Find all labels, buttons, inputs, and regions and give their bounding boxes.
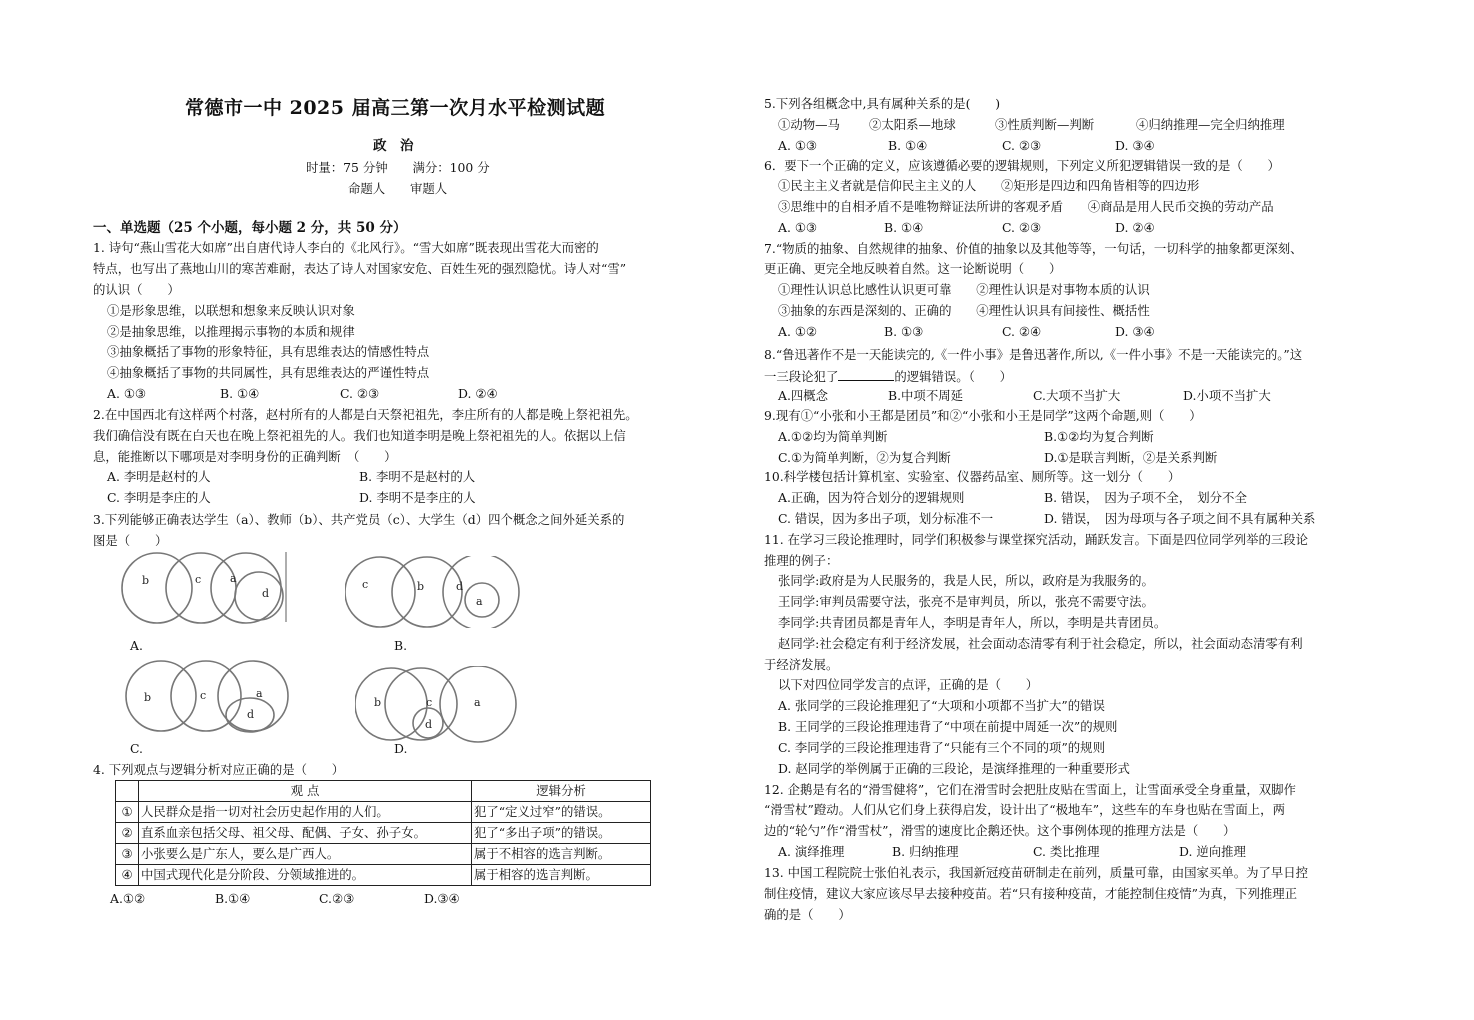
q5-option-a: A. ①③: [778, 138, 818, 153]
q6-item: ①民主主义者就是信仰民主主义的人 ②矩形是四边和四角皆相等的四边形: [778, 178, 1200, 193]
table-row: [116, 865, 651, 886]
table-row: [116, 844, 651, 865]
venn-b-letter-a: a: [476, 595, 483, 608]
q8-option-b: B.中项不周延: [888, 388, 963, 403]
venn-a-letter-d: d: [262, 587, 270, 600]
q9-stem: 9.现有①“小张和小王都是团员”和②“小张和小王是同学”这两个命题,则（ ）: [764, 408, 1202, 423]
q11-example: 赵同学:社会稳定有利于经济发展，社会面动态清零有利于社会稳定，所以，社会面动态清零有利: [778, 636, 1303, 651]
section-heading: 一、单选题（25 个小题，每小题 2 分，共 50 分）: [93, 220, 407, 236]
q10-option-b: B. 错误， 因为子项不全， 划分不全: [1044, 490, 1247, 505]
venn-c-letter-b: b: [144, 691, 152, 704]
q6-option-c: C. ②③: [1002, 220, 1042, 235]
q11-option-d: D. 赵同学的举例属于正确的三段论，是演绎推理的一种重要形式: [778, 761, 1130, 776]
table-cell-view: 直系血亲包括父母、祖父母、配偶、子女、孙子女。: [139, 823, 472, 844]
q1-line: 的认识（ ）: [93, 282, 180, 297]
q2-line: 息，能推断以下哪项是对李明身份的正确判断 （ ）: [93, 449, 397, 464]
q5-item: ③性质判断—判断: [995, 117, 1095, 132]
table-cell-analysis: 犯了“定义过窄”的错误。: [472, 802, 651, 823]
q13-line: 制住疫情，建议大家应该尽早去接种疫苗。若“只有接种疫苗，才能控制住疫情”为真，下列推理正: [764, 886, 1298, 901]
q7-line: 更正确、更完全地反映着自然。这一论断说明（ ）: [764, 261, 1062, 276]
q5-item: ①动物—马: [778, 117, 840, 132]
q13-line: 确的是（ ）: [764, 907, 851, 922]
q11-example: 张同学:政府是为人民服务的，我是人民，所以，政府是为我服务的。: [778, 573, 1154, 588]
table-row: [116, 802, 651, 823]
q10-option-c: C. 错误，因为多出子项，划分标准不一: [778, 511, 994, 526]
table-cell-view: 小张要么是广东人，要么是广西人。: [139, 844, 472, 865]
q4-option-d: D.③④: [424, 891, 460, 906]
venn-label-d: D.: [394, 741, 408, 756]
venn-d-letter-d: d: [425, 718, 433, 731]
q13-line: 13. 中国工程院院士张伯礼表示，我国新冠疫苗研制走在前列，质量可靠，由国家买单。为了早日控: [764, 865, 1309, 880]
q12-line: “滑雪杖”蹬动。人们从它们身上获得启发，设计出了“极地车”，这些车的车身也贴在雪面上，两: [764, 802, 1285, 817]
table-header-row: [116, 781, 651, 802]
answer-blank: [838, 366, 894, 381]
q7-item: ③抽象的东西是深刻的、正确的 ④理性认识具有间接性、概括性: [778, 303, 1150, 318]
subject-label: 政 治: [373, 138, 414, 154]
table-cell-analysis: 犯了“多出子项”的错误。: [472, 823, 651, 844]
table-header-cell: 逻辑分析: [472, 781, 651, 802]
q5-option-b: B. ①④: [888, 138, 928, 153]
q6-stem: 6．要下一个正确的定义，应该遵循必要的逻辑规则，下列定义所犯逻辑错误一致的是（ ）: [764, 158, 1280, 173]
q11-option-b: B. 王同学的三段论推理违背了“中项在前提中周延一次”的规则: [778, 719, 1118, 734]
q8-option-a: A.四概念: [778, 388, 829, 403]
q7-option-a: A. ①②: [778, 324, 818, 339]
q4-table: [115, 780, 651, 886]
venn-b-letter-d: d: [456, 580, 464, 593]
q7-option-d: D. ③④: [1115, 324, 1155, 339]
q1-item: ①是形象思维，以联想和想象来反映认识对象: [107, 303, 355, 318]
q7-item: ①理性认识总比感性认识更可靠 ②理性认识是对事物本质的认识: [778, 282, 1150, 297]
venn-diagram-a: [115, 552, 291, 624]
q12-option-d: D. 逆向推理: [1179, 844, 1246, 859]
q3-line: 图是（ ）: [93, 533, 168, 548]
venn-b-letter-c: c: [362, 578, 369, 591]
q1-option-b: B. ①④: [220, 386, 260, 401]
q4-option-c: C.②③: [319, 891, 355, 906]
q11-option-c: C. 李同学的三段论推理违背了“只能有三个不同的项”的规则: [778, 740, 1105, 755]
venn-label-b: B.: [394, 638, 408, 653]
q4-option-b: B.①④: [215, 891, 251, 906]
q1-line: 1. 诗句“燕山雪花大如席”出自唐代诗人李白的《北风行》。“雪大如席”既表现出雪花大而密的: [93, 240, 599, 255]
q6-option-d: D. ②④: [1115, 220, 1155, 235]
q8-line2: [764, 366, 1012, 387]
q4-option-a: A.①②: [110, 891, 146, 906]
q11-option-a: A. 张同学的三段论推理犯了“大项和小项都不当扩大”的错误: [778, 698, 1105, 713]
table-cell-analysis: 属于相容的选言判断。: [472, 865, 651, 886]
q8-line: 8.“鲁迅著作不是一天能读完的,《一件小事》是鲁迅著作,所以,《一件小事》不是一天能读完的。”这: [764, 347, 1303, 362]
q10-option-a: A.正确，因为符合划分的逻辑规则: [778, 490, 965, 505]
q5-option-d: D. ③④: [1115, 138, 1155, 153]
q8-option-c: C.大项不当扩大: [1033, 388, 1121, 403]
q12-line: 12. 企鹅是有名的“滑雪健将”，它们在滑雪时会把肚皮贴在雪面上，让雪面承受全身重量，双脚作: [764, 782, 1296, 797]
q5-option-c: C. ②③: [1002, 138, 1042, 153]
q12-line: 边的“轮勺”作“滑雪杖”，滑雪的速度比企鹅还快。这个事例体现的推理方法是（ ）: [764, 823, 1236, 838]
exam-authors: 命题人 审题人: [348, 181, 448, 196]
q1-line: 特点，也写出了燕地山川的寒苦难耐，表达了诗人对国家安危、百姓生死的强烈隐忧。诗人对“雪”: [93, 261, 627, 276]
venn-c-letter-d: d: [247, 708, 255, 721]
q7-option-b: B. ①③: [884, 324, 924, 339]
q11-line: 推理的例子：: [764, 553, 839, 568]
q2-line: 2.在中国西北有这样两个村落，赵村所有的人都是白天祭祀祖先，李庄所有的人都是晚上祭祀祖先。: [93, 407, 638, 422]
q9-option-b: B.①②均为复合判断: [1044, 429, 1154, 444]
venn-a-letter-c: c: [195, 573, 202, 586]
q6-item: ③思维中的自相矛盾不是唯物辩证法所讲的客观矛盾 ④商品是用人民币交换的劳动产品: [778, 199, 1274, 214]
q1-item: ④抽象概括了事物的共同属性，具有思维表达的严谨性特点: [107, 365, 430, 380]
venn-d-letter-a: a: [474, 696, 481, 709]
q2-option-d: D. 李明不是李庄的人: [359, 490, 476, 505]
table-cell-no: ②: [116, 823, 139, 844]
q9-option-c: C.①为简单判断，②为复合判断: [778, 450, 951, 465]
q12-option-b: B. 归纳推理: [892, 844, 959, 859]
table-header-cell: [116, 781, 139, 802]
q11-example: 李同学:共青团员都是青年人，李明是青年人，所以，李明是共青团员。: [778, 615, 1167, 630]
q10-option-d: D. 错误， 因为母项与各子项之间不具有属种关系: [1044, 511, 1316, 526]
venn-label-a: A.: [130, 638, 143, 653]
venn-b-letter-b: b: [417, 580, 425, 593]
q9-option-a: A.①②均为简单判断: [778, 429, 888, 444]
q7-line: 7.“物质的抽象、自然规律的抽象、价值的抽象以及其他等等，一句话，一切科学的抽象都更深刻、: [764, 241, 1303, 256]
venn-a-letter-a: a: [230, 572, 237, 585]
q2-option-a: A. 李明是赵村的人: [107, 469, 211, 484]
table-header-cell: 观 点: [139, 781, 472, 802]
q5-item: ④归纳推理—完全归纳推理: [1136, 117, 1285, 132]
q1-option-d: D. ②④: [458, 386, 498, 401]
q6-option-a: A. ①③: [778, 220, 818, 235]
venn-d-letter-b: b: [374, 696, 382, 709]
q2-line: 我们确信没有既在白天也在晚上祭祀祖先的人。我们也知道李明是晚上祭祀祖先的人。依据以上信: [93, 428, 626, 443]
q12-option-a: A. 演绎推理: [778, 844, 845, 859]
q2-option-c: C. 李明是李庄的人: [107, 490, 211, 505]
q1-item: ③抽象概括了事物的形象特征，具有思维表达的情感性特点: [107, 344, 430, 359]
q11-example-tail: 于经济发展。: [764, 657, 839, 672]
venn-d-letter-c: c: [426, 696, 433, 709]
q1-option-c: C. ②③: [340, 386, 380, 401]
q1-option-a: A. ①③: [107, 386, 147, 401]
venn-diagram-d: [355, 666, 533, 744]
q11-example: 王同学:审判员需要守法，张亮不是审判员，所以，张亮不需要守法。: [778, 594, 1154, 609]
q8-line2-after: 的逻辑错误。（ ）: [894, 369, 1013, 384]
q11-prompt: 以下对四位同学发言的点评，正确的是（ ）: [778, 677, 1039, 692]
q5-item: ②太阳系—地球: [869, 117, 956, 132]
q1-item: ②是抽象思维，以推理揭示事物的本质和规律: [107, 324, 355, 339]
table-row: [116, 823, 651, 844]
q3-line: 3.下列能够正确表达学生（a）、教师（b）、共产党员（c）、大学生（d）四个概念之间外延关系的: [93, 512, 625, 527]
venn-diagram-c: [123, 660, 291, 734]
q11-line: 11. 在学习三段论推理时，同学们积极参与课堂探究活动，踊跃发言。下面是四位同学列举的三段论: [764, 532, 1309, 547]
q10-stem: 10.科学楼包括计算机室、实验室、仪器药品室、厕所等。这一划分（ ）: [764, 469, 1181, 484]
q8-option-d: D.小项不当扩大: [1183, 388, 1271, 403]
table-cell-analysis: 属于不相容的选言判断。: [472, 844, 651, 865]
table-cell-view: 中国式现代化是分阶段、分领域推进的。: [139, 865, 472, 886]
q6-option-b: B. ①④: [884, 220, 924, 235]
venn-label-c: C.: [130, 741, 143, 756]
q8-line2-before: 一三段论犯了: [764, 369, 839, 384]
table-cell-no: ④: [116, 865, 139, 886]
q2-option-b: B. 李明不是赵村的人: [359, 469, 476, 484]
venn-c-letter-a: a: [256, 687, 263, 700]
venn-a-letter-b: b: [142, 574, 150, 587]
q7-option-c: C. ②④: [1002, 324, 1042, 339]
venn-diagram-b: [345, 556, 525, 628]
q4-stem: 4. 下列观点与逻辑分析对应正确的是（ ）: [93, 762, 345, 777]
q12-option-c: C. 类比推理: [1033, 844, 1100, 859]
venn-c-letter-c: c: [200, 689, 207, 702]
table-cell-no: ③: [116, 844, 139, 865]
exam-title: 常德市一中 2025 届高三第一次月水平检测试题: [185, 97, 606, 119]
q5-stem: 5.下列各组概念中,具有属种关系的是( ): [764, 96, 1001, 111]
q9-option-d: D.①是联言判断，②是关系判断: [1044, 450, 1218, 465]
table-cell-view: 人民群众是指一切对社会历史起作用的人们。: [139, 802, 472, 823]
exam-time-score: 时量：75 分钟 满分：100 分: [306, 160, 490, 175]
table-cell-no: ①: [116, 802, 139, 823]
